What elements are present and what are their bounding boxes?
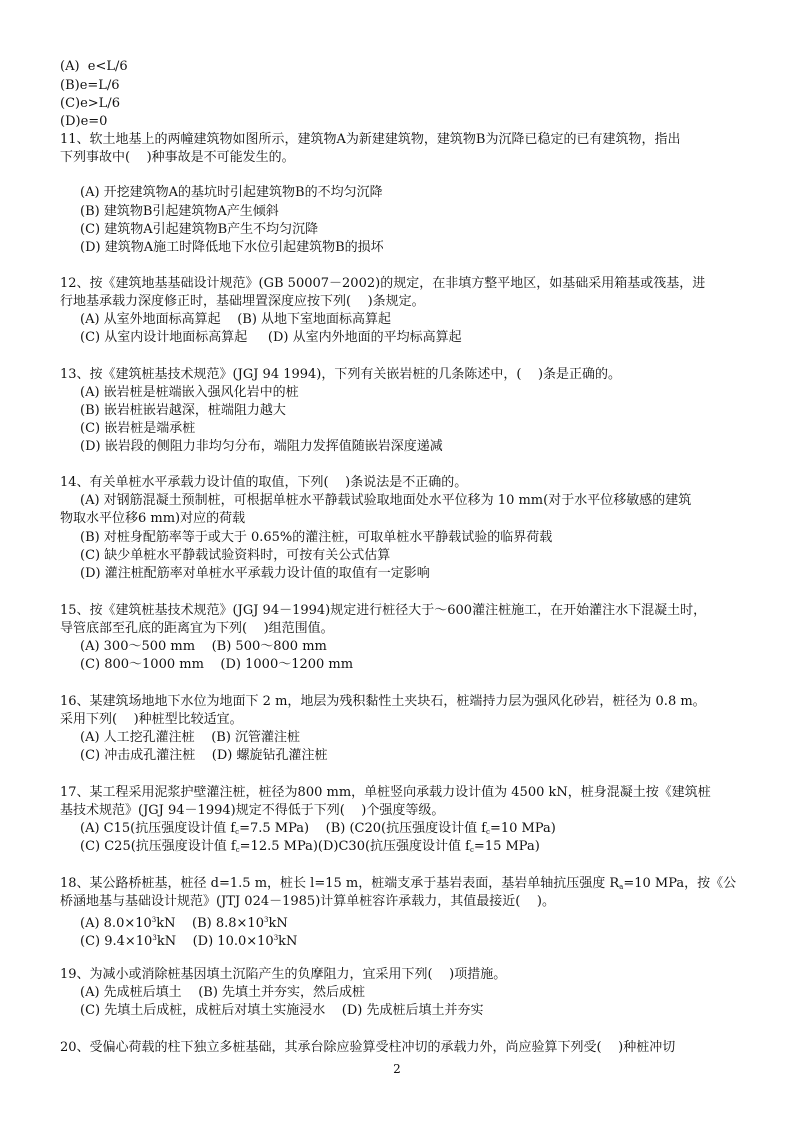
q17-a-text: (A) C15(抗压强度设计值 f bbox=[80, 821, 236, 836]
q11-stem-1: 11、软土地基上的两幢建筑物如图所示，建筑物A为新建建筑物，建筑物B为沉降已稳定的已有建筑物，指出 bbox=[60, 132, 681, 147]
q11-option-c: (C) 建筑物A引起建筑物B产生不均匀沉降 bbox=[80, 222, 319, 237]
q15-stem-2: 导管底部至孔底的距离宜为下列( )组范围值。 bbox=[60, 621, 334, 636]
q19-options-cd: (C) 先填土后成桩，成桩后对填土实施浸水 (D) 先成桩后填土并夯实 bbox=[80, 1003, 484, 1018]
q15-options-ab: (A) 300～500 mm (B) 500～800 mm bbox=[80, 639, 327, 654]
q18-b-exponent: 3 bbox=[263, 916, 269, 924]
q11-option-b: (B) 建筑物B引起建筑物A产生倾斜 bbox=[80, 204, 279, 219]
q16-stem-1: 16、某建筑场地地下水位为地面下 2 m，地层为残积黏性土夹块石，桩端持力层为强风化砂岩，桩径为 0.8 m。 bbox=[60, 694, 706, 709]
q15-options-cd: (C) 800～1000 mm (D) 1000～1200 mm bbox=[80, 657, 354, 672]
q18-options-cd bbox=[80, 929, 297, 951]
q17-d-tail: =15 MPa) bbox=[473, 839, 540, 854]
q17-stem-2: 基技术规范》(JGJ 94－1994)规定不得低于下列( )个强度等级。 bbox=[60, 803, 445, 818]
q17-c-subscript: c bbox=[235, 846, 240, 854]
q14-option-a-1: (A) 对钢筋混凝土预制桩，可根据单桩水平静载试验取地面处水平位移为 10 mm(对于水平位移敏感的建筑 bbox=[80, 493, 692, 508]
q13-option-c: (C) 嵌岩桩是端承桩 bbox=[80, 421, 196, 436]
q15-stem-1: 15、按《建筑桩基技术规范》(JGJ 94－1994)规定进行桩径大于～600灌注桩施工，在开始灌注水下混凝土时， bbox=[60, 603, 707, 618]
q17-b-tail: =10 MPa) bbox=[489, 821, 556, 836]
q17-a-subscript: c bbox=[235, 828, 240, 836]
q13-option-a: (A) 嵌岩桩是桩端嵌入强风化岩中的桩 bbox=[80, 385, 299, 400]
q17-c-text: (C) C25(抗压强度设计值 f bbox=[80, 839, 236, 854]
q18-r-subscript: a bbox=[619, 883, 624, 891]
q17-b-subscript: c bbox=[486, 828, 490, 836]
q18-b-unit: kN bbox=[268, 916, 288, 931]
q18-a-text: (A) 8.0×10 bbox=[80, 916, 152, 931]
q13-option-b: (B) 嵌岩桩嵌岩越深，桩端阻力越大 bbox=[80, 403, 286, 418]
q12-stem-2: 行地基承载力深度修正时，基础埋置深度应按下列( )条规定。 bbox=[60, 294, 425, 309]
q17-options-cd bbox=[80, 838, 540, 859]
q17-stem-1: 17、某工程采用泥浆护壁灌注桩，桩径为800 mm，单桩竖向承载力设计值为 4500 kN，桩身混凝土按《建筑桩 bbox=[60, 785, 711, 800]
q18-stem-text: 18、某公路桥桩基，桩径 d=1.5 m，桩长 l=15 m，桩端支承于基岩表面，基岩单轴抗压强度 R bbox=[60, 876, 620, 891]
q18-b-text: kN (B) 8.8×10 bbox=[156, 916, 264, 931]
q11-option-d: (D) 建筑物A施工时降低地下水位引起建筑物B的损坏 bbox=[80, 240, 384, 255]
q14-option-c: (C) 缺少单桩水平静载试验资料时，可按有关公式估算 bbox=[80, 548, 391, 563]
prev-option-b: (B)e=L/6 bbox=[60, 78, 120, 93]
q18-c-exponent: 3 bbox=[152, 934, 157, 942]
q16-stem-2: 采用下列( )种桩型比较适宜。 bbox=[60, 712, 243, 727]
q14-stem: 14、有关单桩水平承载力设计值的取值，下列( )条说法是不正确的。 bbox=[60, 475, 468, 490]
q16-options-cd: (C) 冲击成孔灌注桩 (D) 螺旋钻孔灌注桩 bbox=[80, 748, 328, 763]
q20-stem: 20、受偏心荷载的柱下独立多桩基础，其承台除应验算受柱冲切的承载力外，尚应验算下列受( )种桩冲切 bbox=[60, 1040, 676, 1055]
q17-d-subscript: c bbox=[470, 846, 474, 854]
q18-d-unit: kN bbox=[278, 934, 298, 949]
q13-option-d: (D) 嵌岩段的侧阻力非均匀分布，端阻力发挥值随嵌岩深度递减 bbox=[80, 439, 443, 454]
q17-b-text: =7.5 MPa) (B) (C20(抗压强度设计值 f bbox=[239, 821, 487, 836]
q11-option-a: (A) 开挖建筑物A的基坑时引起建筑物B的不均匀沉降 bbox=[80, 185, 383, 200]
q14-option-a-2: 物取水平位移6 mm)对应的荷载 bbox=[60, 511, 246, 526]
q12-stem-1: 12、按《建筑地基基础设计规范》(GB 50007－2002)的规定，在非填方整平地区，如基础采用箱基或筏基，进 bbox=[60, 276, 706, 291]
q18-c-text: (C) 9.4×10 bbox=[80, 934, 153, 949]
q18-stem-2: 桥涵地基与基础设计规范》(JTJ 024－1985)计算单桩容许承载力，其值最接近( )。 bbox=[60, 894, 555, 909]
q13-stem: 13、按《建筑桩基技术规范》(JGJ 94 1994)，下列有关嵌岩桩的几条陈述中，( )条是正确的。 bbox=[60, 367, 622, 382]
prev-option-c: (C)e>L/6 bbox=[60, 96, 120, 111]
q19-stem: 19、为减小或消除桩基因填土沉陷产生的负摩阻力，宜采用下列( )项措施。 bbox=[60, 967, 507, 982]
q18-d-exponent: 3 bbox=[273, 934, 279, 942]
q18-d-text: kN (D) 10.0×10 bbox=[156, 934, 274, 949]
q12-options-ab: (A) 从室外地面标高算起 (B) 从地下室地面标高算起 bbox=[80, 312, 392, 327]
q11-stem-2: 下列事故中( )种事故是不可能发生的。 bbox=[60, 150, 295, 165]
q18-stem-tail: =10 MPa，按《公 bbox=[623, 876, 737, 891]
q18-a-exponent: 3 bbox=[151, 916, 157, 924]
q17-d-text: =12.5 MPa)(D)C30(抗压强度设计值 f bbox=[239, 839, 470, 854]
prev-option-d: (D)e=0 bbox=[60, 114, 108, 129]
q14-option-d: (D) 灌注桩配筋率对单桩水平承载力设计值的取值有一定影响 bbox=[80, 566, 430, 581]
q12-options-cd: (C) 从室内设计地面标高算起 (D) 从室内外地面的平均标高算起 bbox=[80, 330, 462, 345]
page-number: 2 bbox=[393, 1062, 401, 1076]
q14-option-b: (B) 对桩身配筋率等于或大于 0.65%的灌注桩，可取单桩水平静载试验的临界荷载 bbox=[80, 530, 553, 545]
q19-options-ab: (A) 先成桩后填土 (B) 先填土并夯实，然后成桩 bbox=[80, 985, 366, 1000]
prev-option-a: (A) e<L/6 bbox=[60, 59, 128, 74]
q16-options-ab: (A) 人工挖孔灌注桩 (B) 沉管灌注桩 bbox=[80, 730, 301, 745]
